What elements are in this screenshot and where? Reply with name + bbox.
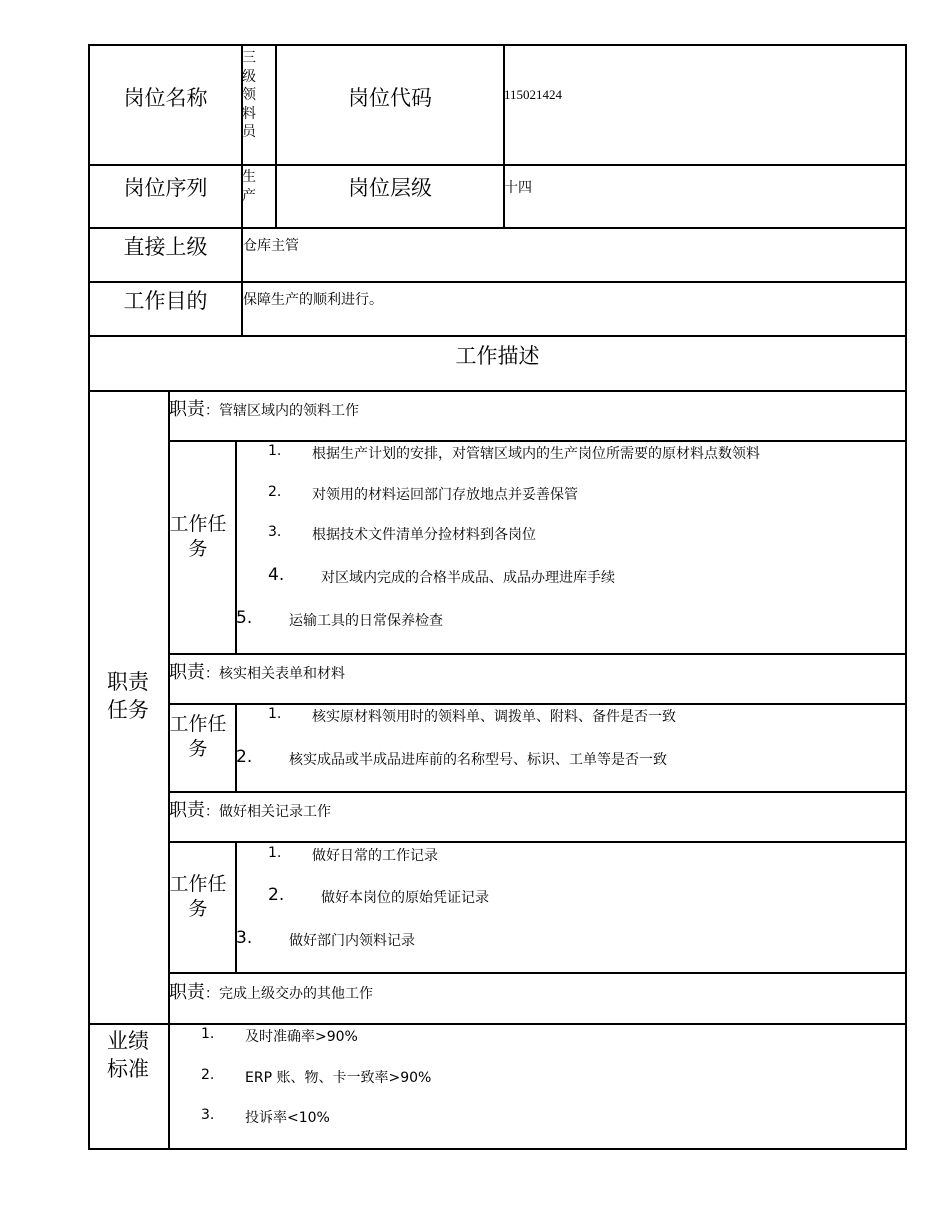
post-level-value: 十四: [504, 180, 532, 196]
duty-text: ：做好相关记录工作: [205, 804, 331, 820]
task-label: 工作任务: [169, 873, 227, 920]
row-divider: [168, 791, 907, 793]
duty-title: [169, 978, 373, 1004]
duty-prefix: 职责: [169, 982, 205, 1003]
row-divider: [88, 1023, 907, 1025]
row-divider: [168, 703, 907, 705]
duty-title: [169, 395, 359, 421]
duty-text: ：管辖区域内的领料工作: [205, 403, 359, 419]
task-label: 工作任务: [169, 713, 227, 760]
description-title: 工作描述: [455, 344, 540, 368]
post-level-label: 岗位层级: [348, 176, 432, 200]
post-name-value: 三级领料员: [242, 50, 256, 140]
row-divider: [88, 281, 907, 283]
duty-prefix: 职责: [169, 662, 205, 683]
post-series-value: 生产: [242, 169, 256, 204]
col-divider: [235, 841, 237, 973]
duty-text: ：核实相关表单和材料: [205, 666, 345, 682]
duty-text: ：完成上级交办的其他工作: [205, 986, 373, 1002]
col-divider: [503, 44, 505, 228]
row-divider: [88, 390, 907, 392]
performance-label: 业绩标准: [107, 1029, 149, 1081]
purpose-label: 工作目的: [123, 289, 208, 313]
post-code-value: 115021424: [504, 87, 563, 102]
supervisor-label: 直接上级: [123, 235, 208, 259]
row-divider: [168, 653, 907, 655]
row-divider: [88, 164, 907, 166]
row-divider: [88, 335, 907, 337]
duty-title: [169, 796, 331, 822]
post-series-label: 岗位序列: [123, 176, 208, 200]
duty-title: [169, 658, 345, 684]
task-label: 工作任务: [169, 513, 227, 560]
row-divider: [168, 440, 907, 442]
purpose-value: 保障生产的顺利进行。: [243, 292, 383, 308]
row-divider: [168, 841, 907, 843]
row-divider: [88, 227, 907, 229]
row-divider: [168, 972, 907, 974]
post-code-label: 岗位代码: [348, 86, 432, 110]
duty-prefix: 职责: [169, 800, 205, 821]
col-divider: [168, 390, 170, 1150]
post-name-label: 岗位名称: [123, 86, 208, 110]
duty-prefix: 职责: [169, 399, 205, 420]
duties-label: 职责任务: [107, 670, 149, 722]
supervisor-value: 仓库主管: [243, 238, 299, 254]
